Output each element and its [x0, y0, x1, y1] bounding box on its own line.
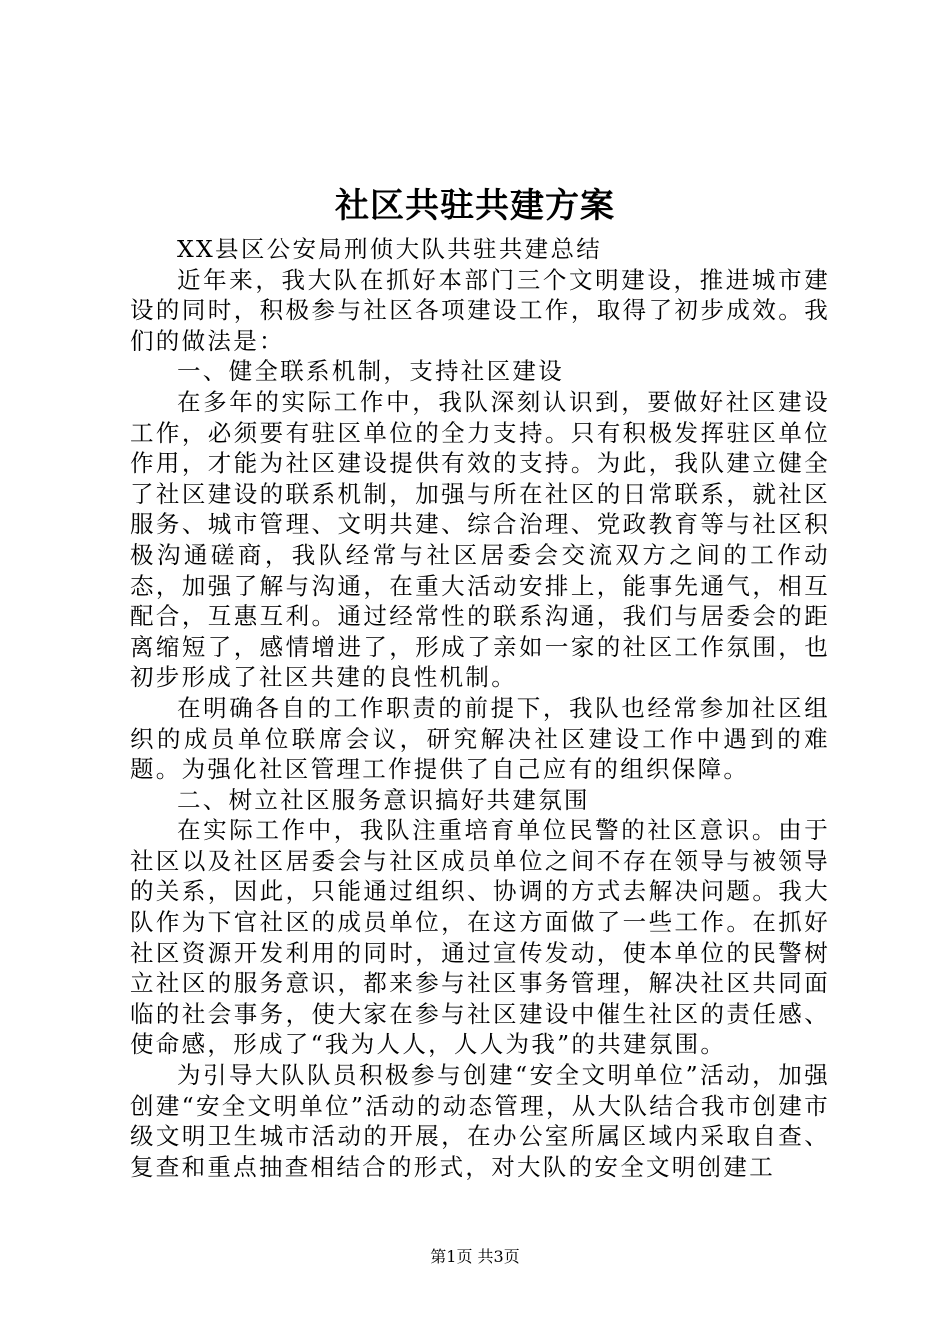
page-footer: 第1页 共3页	[430, 1247, 520, 1266]
page-title: 社区共驻共建方案	[335, 186, 615, 226]
body-paragraph: 近年来，我大队在抓好本部门三个文明建设，推进城市建设的同时，积极参与社区各项建设工作，取得了初步成效。我们的做法是：	[130, 265, 830, 355]
section-heading: 二、树立社区服务意识搞好共建氛围	[177, 785, 590, 814]
section-heading: 一、健全联系机制，支持社区建设	[177, 357, 564, 386]
body-paragraph: 在多年的实际工作中，我队深刻认识到，要做好社区建设工作，必须要有驻区单位的全力支持。只有积极发挥驻区单位作用，才能为社区建设提供有效的支持。为此，我队建立健全了社区建设的联系机制，加强与所在社区的日常联系，就社区服务、城市管理、文明共建、综合治理、党政教育等与社区积极沟通磋商，我队经常与社区居委会交流双方之间的工作动态，加强了解与沟通，在重大活动安排上，能事先通气，相互配合，互惠互利。通过经常性的联系沟通，我们与居委会的距离缩短了，感情增进了，形成了亲如一家的社区工作氛围，也初步形成了社区共建的良性机制。	[130, 387, 830, 692]
subtitle-paragraph: XX县区公安局刑侦大队共驻共建总结	[177, 235, 603, 263]
body-paragraph: 为引导大队队员积极参与创建“安全文明单位”活动，加强创建“安全文明单位”活动的动态管理，从大队结合我市创建市级文明卫生城市活动的开展，在办公室所属区域内采取自查、复查和重点抽查相结合的形式，对大队的安全文明创建工	[130, 1061, 830, 1181]
document-body	[130, 234, 830, 1182]
body-paragraph: 在实际工作中，我队注重培育单位民警的社区意识。由于社区以及社区居委会与社区成员单位之间不存在领导与被领导的关系，因此，只能通过组织、协调的方式去解决问题。我大队作为下官社区的成员单位，在这方面做了一些工作。在抓好社区资源开发利用的同时，通过宣传发动，使本单位的民警树立社区的服务意识，都来参与社区事务管理，解决社区共同面临的社会事务，使大家在参与社区建设中催生社区的责任感、使命感，形成了“我为人人，人人为我”的共建氛围。	[130, 816, 830, 1059]
body-paragraph: 在明确各自的工作职责的前提下，我队也经常参加社区组织的成员单位联席会议，研究解决社区建设工作中遇到的难题。为强化社区管理工作提供了自己应有的组织保障。	[130, 693, 830, 784]
